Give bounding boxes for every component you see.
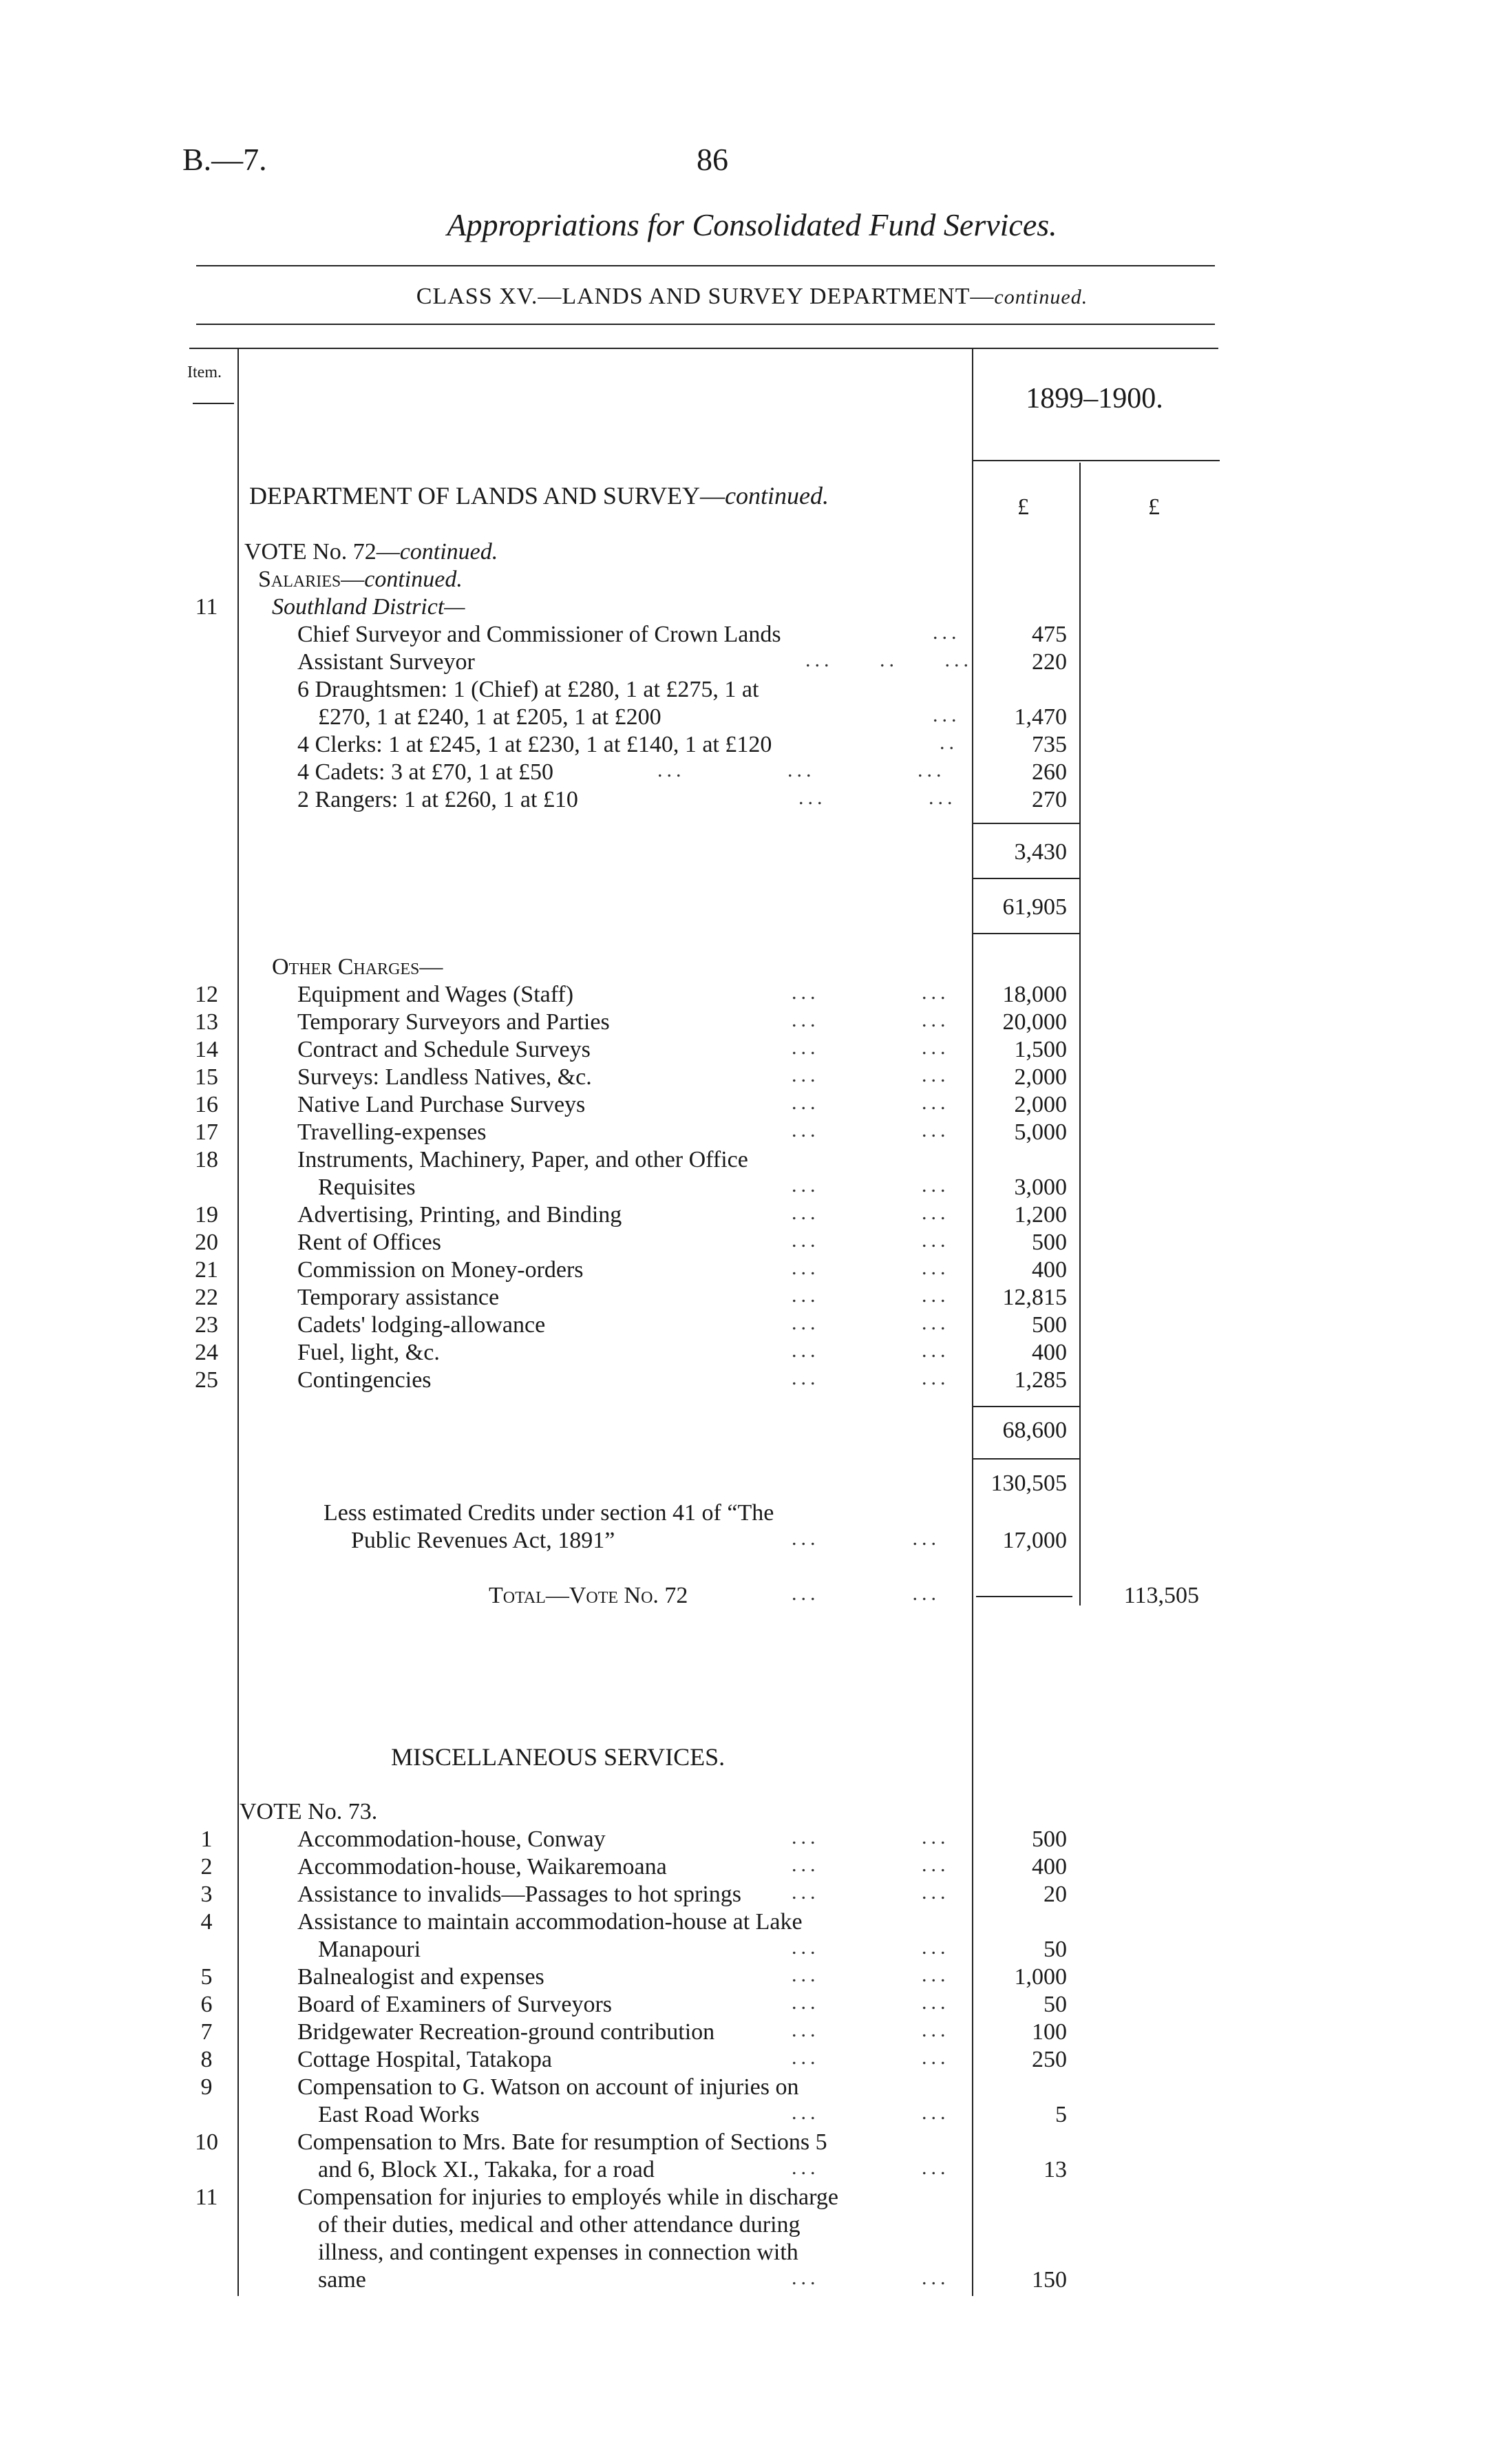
class-rule	[196, 324, 1215, 325]
leader-dots: ... ...	[792, 1339, 950, 1362]
leader-dots: ... ...	[792, 1119, 950, 1141]
other-charge-line-amount: 1,500	[1014, 1037, 1067, 1062]
salary-line: 4 Cadets: 3 at £70, 1 at £50	[297, 759, 554, 785]
leader-dots: ... ...	[792, 2101, 950, 2124]
department-heading: DEPARTMENT OF LANDS AND SURVEY—continued.	[249, 482, 829, 509]
leader-dots: ... ...	[798, 786, 957, 809]
salary-amount: 270	[1032, 787, 1067, 812]
misc-service-line: Board of Examiners of Surveyors	[297, 1992, 613, 2017]
other-charge-line-amount: 500	[1032, 1230, 1067, 1255]
leader-dots: ... ...	[792, 1064, 950, 1086]
misc-service-line: Assistance to invalids—Passages to hot springs	[297, 1882, 742, 1907]
other-charge-line: Instruments, Machinery, Paper, and other Office	[297, 1147, 748, 1172]
credits-line: Less estimated Credits under section 41 of “The	[324, 1500, 774, 1526]
item-number: 16	[195, 1092, 218, 1117]
year-column-header: 1899–1900.	[1026, 383, 1163, 414]
currency-symbol: £	[1148, 494, 1160, 520]
total-vote-72-label: Total—Vote No. 72	[489, 1583, 688, 1608]
misc-service-line-amount: 150	[1032, 2267, 1067, 2293]
other-charge-line: Cadets' lodging-allowance	[297, 1312, 546, 1338]
leader-dots: ... ...	[792, 1963, 950, 1986]
leader-dots: ... ...	[792, 1991, 950, 2014]
other-charge-line-amount: 1,285	[1014, 1367, 1067, 1393]
salary-line: Assistant Surveyor	[297, 649, 475, 675]
subtotal-rule	[972, 1458, 1079, 1460]
item-number: 10	[195, 2129, 218, 2155]
leader-dots: ... ...	[792, 1256, 950, 1279]
other-charge-line-amount: 400	[1032, 1257, 1067, 1283]
subtotal-rule	[972, 823, 1079, 824]
item-number: 24	[195, 1340, 218, 1365]
misc-service-line-continuation: same	[318, 2267, 366, 2293]
total-vote-72-amount: 113,505	[1123, 1583, 1199, 1608]
leader-dots: ... ...	[792, 2266, 950, 2289]
other-charge-line-amount: 1,200	[1014, 1202, 1067, 1228]
other-charge-line-continuation: Requisites	[318, 1175, 416, 1200]
other-charge-line: Advertising, Printing, and Binding	[297, 1202, 622, 1228]
item-number: 7	[200, 2019, 213, 2045]
other-charge-line-amount: 2,000	[1014, 1064, 1067, 1090]
misc-service-line: Compensation to G. Watson on account of injuries on	[297, 2074, 799, 2100]
leader-dots: ... ...	[792, 1582, 940, 1605]
salaries-subtotal: 3,430	[1014, 839, 1067, 865]
other-charge-line: Surveys: Landless Natives, &c.	[297, 1064, 592, 1090]
other-charge-line-amount: 5,000	[1014, 1119, 1067, 1145]
misc-service-line: Balnealogist and expenses	[297, 1964, 544, 1990]
grand-subtotal: 130,505	[991, 1471, 1067, 1496]
leader-dots: ... ...	[792, 1201, 950, 1224]
misc-service-line-continuation: illness, and contingent expenses in connection with	[318, 2240, 798, 2265]
district-heading: Southland District—	[272, 594, 465, 620]
misc-service-line-amount: 5	[1055, 2102, 1067, 2127]
item-number: 21	[195, 1257, 218, 1283]
item-number: 17	[195, 1119, 218, 1145]
leader-dots: ... ...	[792, 1527, 940, 1550]
other-charge-line-amount: 3,000	[1014, 1175, 1067, 1200]
other-charge-line: Contingencies	[297, 1367, 432, 1393]
other-charge-line: Temporary Surveyors and Parties	[297, 1009, 610, 1035]
misc-service-line: Assistance to maintain accommodation-house at Lake	[297, 1909, 803, 1935]
item-number: 25	[195, 1367, 218, 1393]
other-charge-line: Travelling-expenses	[297, 1119, 487, 1145]
misc-service-line-amount: 100	[1032, 2019, 1067, 2045]
other-charge-line: Temporary assistance	[297, 1285, 500, 1310]
leader-dots: ... ...	[792, 981, 950, 1004]
leader-dots: ... ...	[792, 1367, 950, 1389]
page-title: Appropriations for Consolidated Fund Services.	[447, 207, 1057, 242]
class-heading: CLASS XV.—LANDS AND SURVEY DEPARTMENT—continued.	[416, 284, 1088, 309]
vote-73-label: VOTE No. 73.	[240, 1799, 378, 1824]
item-number: 12	[195, 982, 218, 1007]
leader-dots: ... ...	[792, 2156, 950, 2179]
salary-amount: 260	[1032, 759, 1067, 785]
subtotal-rule	[972, 1406, 1079, 1407]
other-charge-line: Native Land Purchase Surveys	[297, 1092, 586, 1117]
salaries-heading: Salaries—continued.	[258, 567, 463, 592]
item-number: 9	[200, 2074, 213, 2100]
item-column-divider	[237, 348, 239, 2296]
item-header-rule	[193, 403, 234, 404]
misc-service-line: Compensation for injuries to employés while in discharge	[297, 2184, 838, 2210]
salary-line-continuation: £270, 1 at £240, 1 at £205, 1 at £200	[318, 704, 661, 730]
salary-line: Chief Surveyor and Commissioner of Crown Lands	[297, 622, 781, 647]
other-charge-line: Rent of Offices	[297, 1230, 441, 1255]
other-charge-line: Contract and Schedule Surveys	[297, 1037, 591, 1062]
second-amount-column-divider	[1079, 463, 1081, 1605]
salary-amount: 220	[1032, 649, 1067, 675]
year-header-rule	[972, 460, 1220, 461]
leader-dots: ...	[933, 704, 961, 726]
salary-amount: 1,470	[1014, 704, 1067, 730]
salary-line: 2 Rangers: 1 at £260, 1 at £10	[297, 787, 578, 812]
leader-dots: ... ...	[792, 1312, 950, 1334]
item-number: 20	[195, 1230, 218, 1255]
misc-service-line: Accommodation-house, Conway	[297, 1826, 606, 1852]
table-top-rule	[189, 348, 1218, 349]
leader-dots: ... ...	[792, 1853, 950, 1876]
item-number: 1	[200, 1826, 213, 1852]
leader-dots: ... ...	[792, 1284, 950, 1307]
other-charge-line: Fuel, light, &c.	[297, 1340, 440, 1365]
item-number: 11	[195, 2184, 218, 2210]
document-reference: B.—7.	[182, 142, 267, 177]
leader-dots: ... ...	[792, 1009, 950, 1031]
leader-dots: ... ...	[792, 1036, 950, 1059]
other-charge-line-amount: 20,000	[1002, 1009, 1067, 1035]
misc-service-line-continuation: and 6, Block XI., Takaka, for a road	[318, 2157, 655, 2182]
credits-amount: 17,000	[1002, 1528, 1067, 1553]
leader-dots: ... ...	[792, 2046, 950, 2069]
misc-service-line-amount: 50	[1044, 1937, 1067, 1962]
other-charges-subtotal: 68,600	[1002, 1418, 1067, 1443]
item-number: 8	[200, 2047, 213, 2072]
salary-line: 4 Clerks: 1 at £245, 1 at £230, 1 at £140, 1 at £120	[297, 732, 772, 757]
item-number: 18	[195, 1147, 218, 1172]
leader-dots: ...	[933, 621, 961, 644]
leader-dots: ... ...	[792, 1091, 950, 1114]
item-number: 15	[195, 1064, 218, 1090]
item-column-header: Item.	[187, 364, 222, 381]
salaries-total: 61,905	[1002, 894, 1067, 920]
currency-symbol: £	[1017, 494, 1029, 520]
other-charge-line: Equipment and Wages (Staff)	[297, 982, 574, 1007]
subtotal-rule	[972, 878, 1079, 879]
title-rule	[196, 265, 1215, 266]
other-charge-line-amount: 12,815	[1002, 1285, 1067, 1310]
misc-service-line: Cottage Hospital, Tatakopa	[297, 2047, 552, 2072]
leader-dots: ... ...	[792, 1174, 950, 1197]
other-charge-line-amount: 18,000	[1002, 982, 1067, 1007]
leader-dots: ... ...	[792, 1936, 950, 1959]
misc-service-line-amount: 20	[1044, 1882, 1067, 1907]
misc-service-line-amount: 13	[1044, 2157, 1067, 2182]
misc-services-heading: MISCELLANEOUS SERVICES.	[391, 1743, 725, 1771]
item-number: 4	[200, 1909, 213, 1935]
misc-service-line: Accommodation-house, Waikaremoana	[297, 1854, 667, 1879]
other-charge-line-amount: 500	[1032, 1312, 1067, 1338]
item-number: 3	[200, 1882, 213, 1907]
item-number: 11	[195, 594, 218, 620]
item-number: 22	[195, 1285, 218, 1310]
leader-dots: ... ...	[792, 1826, 950, 1849]
other-charge-line: Commission on Money-orders	[297, 1257, 584, 1283]
leader-dots: ..	[940, 731, 958, 754]
other-charge-line-amount: 400	[1032, 1340, 1067, 1365]
item-number: 13	[195, 1009, 218, 1035]
misc-service-line: Bridgewater Recreation-ground contribution	[297, 2019, 715, 2045]
total-dash-rule	[976, 1596, 1072, 1597]
misc-service-line-amount: 50	[1044, 1992, 1067, 2017]
page-number: 86	[697, 142, 728, 177]
leader-dots: ... ...	[792, 1229, 950, 1252]
leader-dots: ... ... ...	[657, 759, 946, 781]
subtotal-rule	[972, 933, 1079, 934]
item-number: 5	[200, 1964, 213, 1990]
vote-72-label: VOTE No. 72—continued.	[244, 539, 498, 565]
misc-service-line-amount: 250	[1032, 2047, 1067, 2072]
misc-service-line-continuation: Manapouri	[318, 1937, 421, 1962]
salary-line: 6 Draughtsmen: 1 (Chief) at £280, 1 at £275, 1 at	[297, 677, 759, 702]
misc-service-line-amount: 500	[1032, 1826, 1067, 1852]
misc-service-line-amount: 400	[1032, 1854, 1067, 1879]
misc-service-line: Compensation to Mrs. Bate for resumption of Sections 5	[297, 2129, 827, 2155]
misc-service-line-amount: 1,000	[1014, 1964, 1067, 1990]
salary-amount: 735	[1032, 732, 1067, 757]
salary-amount: 475	[1032, 622, 1067, 647]
misc-service-line-continuation: East Road Works	[318, 2102, 480, 2127]
other-charge-line-amount: 2,000	[1014, 1092, 1067, 1117]
other-charges-heading: Other Charges—	[272, 954, 443, 980]
item-number: 14	[195, 1037, 218, 1062]
item-number: 6	[200, 1992, 213, 2017]
misc-service-line-continuation: of their duties, medical and other attendance during	[318, 2212, 801, 2237]
item-number: 2	[200, 1854, 213, 1879]
leader-dots: ... ...	[792, 2019, 950, 2041]
leader-dots: ... .. ...	[805, 649, 973, 671]
item-number: 23	[195, 1312, 218, 1338]
credits-line-continuation: Public Revenues Act, 1891”	[351, 1528, 615, 1553]
item-number: 19	[195, 1202, 218, 1228]
leader-dots: ... ...	[792, 1881, 950, 1904]
